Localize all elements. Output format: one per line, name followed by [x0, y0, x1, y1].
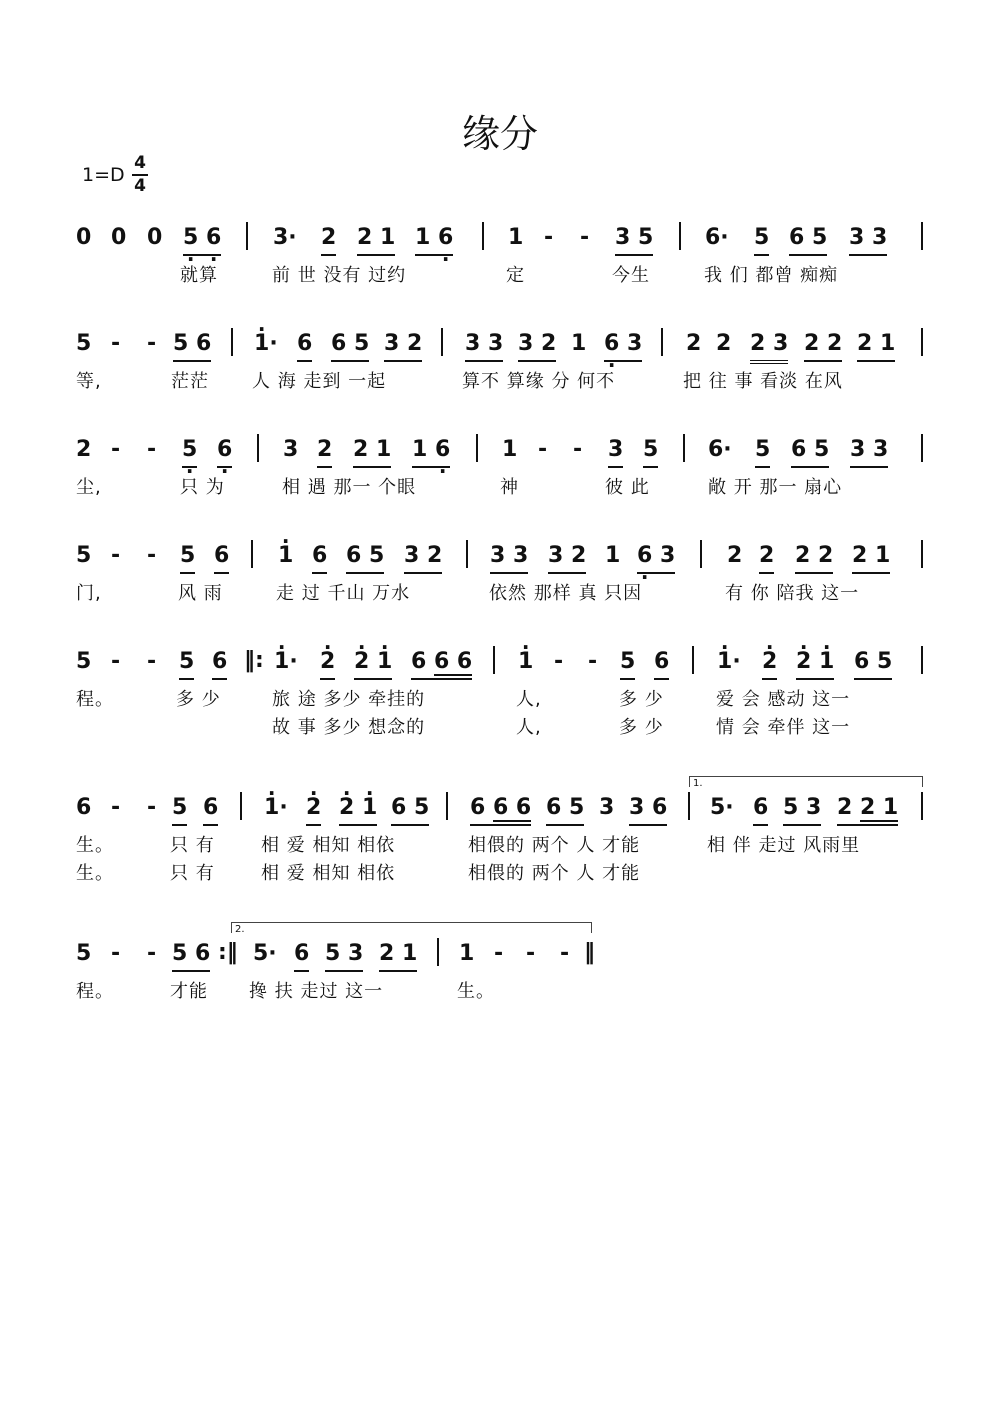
volta-1: 1. — [689, 776, 923, 787]
time-signature — [132, 154, 148, 196]
system-5: 5 - - 5 6 ‖: · 1· · 2 · 2 · 1 6 6 6 · 1 - - 5 6 · 1· · 2 · 2 · 1 6 5 程。 多 少 旅 途 多少 牵挂的 人, 多 少 爱 会 感动 这一 故 事 多少 想念的 人, 多 少 情 会 牵伴 这一 — [0, 646, 1000, 742]
repeat-end: :‖ — [218, 940, 238, 965]
final-barline: ‖ — [584, 940, 595, 965]
system-7: 5 - - 5 6 :‖ 5· 6 5 3 2 1 1 - - - ‖ 程。 才能 搀 扶 走过 这一 生。 — [0, 938, 1000, 1006]
system-2: 5 - - 5 6 · 1· 6 6 5 3 2 3 3 3 2 1 6 · 3 2 2 2 3 2 2 2 1 等, 茫茫 人 海 走到 一起 算不 算缘 分 何不 把 往 事 看淡 在风 — [0, 328, 1000, 396]
lyrics-row-6: 生。 只 有 相 爱 相知 相依 相偎的 两个 人 才能 相 伴 走过 风雨里 — [76, 835, 861, 856]
lyrics-row-5: 程。 多 少 旅 途 多少 牵挂的 人, 多 少 爱 会 感动 这一 — [76, 689, 851, 710]
lyrics-row-1: 就算 前 世 没有 过约 定 今生 我 们 都曾 痴痴 — [180, 265, 839, 286]
lyrics-row-6-verse-2: 生。 只 有 相 爱 相知 相依 相偎的 两个 人 才能 — [76, 863, 641, 884]
song-title: 缘分 — [461, 112, 538, 156]
system-3: 2 - - 5 · 6 · 3 2 2 1 1 6 · 1 - - 3 5 6· 5 6 5 3 3 尘, 只 为 相 遇 那一 个眼 神 彼 此 敞 开 那一 扇心 — [0, 434, 1000, 502]
lyrics-row-3: 尘, 只 为 相 遇 那一 个眼 神 彼 此 敞 开 那一 扇心 — [76, 477, 843, 498]
system-1: 0 0 0 5 · 6 · 3· 2 2 1 1 6 · 1 - - 3 5 6· 5 6 5 3 3 就算 前 世 没有 过约 定 今生 我 们 都曾 痴痴 — [0, 222, 1000, 290]
repeat-start: ‖: — [244, 648, 264, 673]
lyrics-row-7: 程。 才能 搀 扶 走过 这一 生。 — [76, 981, 495, 1002]
system-4: 5 - - 5 6 · 1 6 6 5 3 2 3 3 3 2 1 6 · 3 2 2 2 2 2 1 门, 风 雨 走 过 千山 万水 依然 那样 真 只因 有 你 陪我 这一 — [0, 540, 1000, 608]
volta-2: 2. — [231, 922, 592, 933]
key-signature: 1=D — [82, 164, 125, 186]
meter-top: 4 — [134, 153, 146, 173]
lyrics-row-5-verse-2: 故 事 多少 想念的 人, 多 少 情 会 牵伴 这一 — [272, 717, 851, 738]
lyrics-row-4: 门, 风 雨 走 过 千山 万水 依然 那样 真 只因 有 你 陪我 这一 — [76, 583, 860, 604]
meter-bottom: 4 — [134, 176, 146, 196]
system-6: 6 - - 5 6 · 1· · 2 · 2 · 1 6 5 6 6 6 6 5 3 3 6 5· 6 5 3 2 2 1 生。 只 有 相 爱 相知 相依 相偎的 两个 人 才能 相 伴 走过 风雨里 生。 只 有 相 爱 相知 相依 相偎的 两个 人 才能 — [0, 792, 1000, 888]
lyrics-row-2: 等, 茫茫 人 海 走到 一起 算不 算缘 分 何不 把 往 事 看淡 在风 — [76, 371, 843, 392]
